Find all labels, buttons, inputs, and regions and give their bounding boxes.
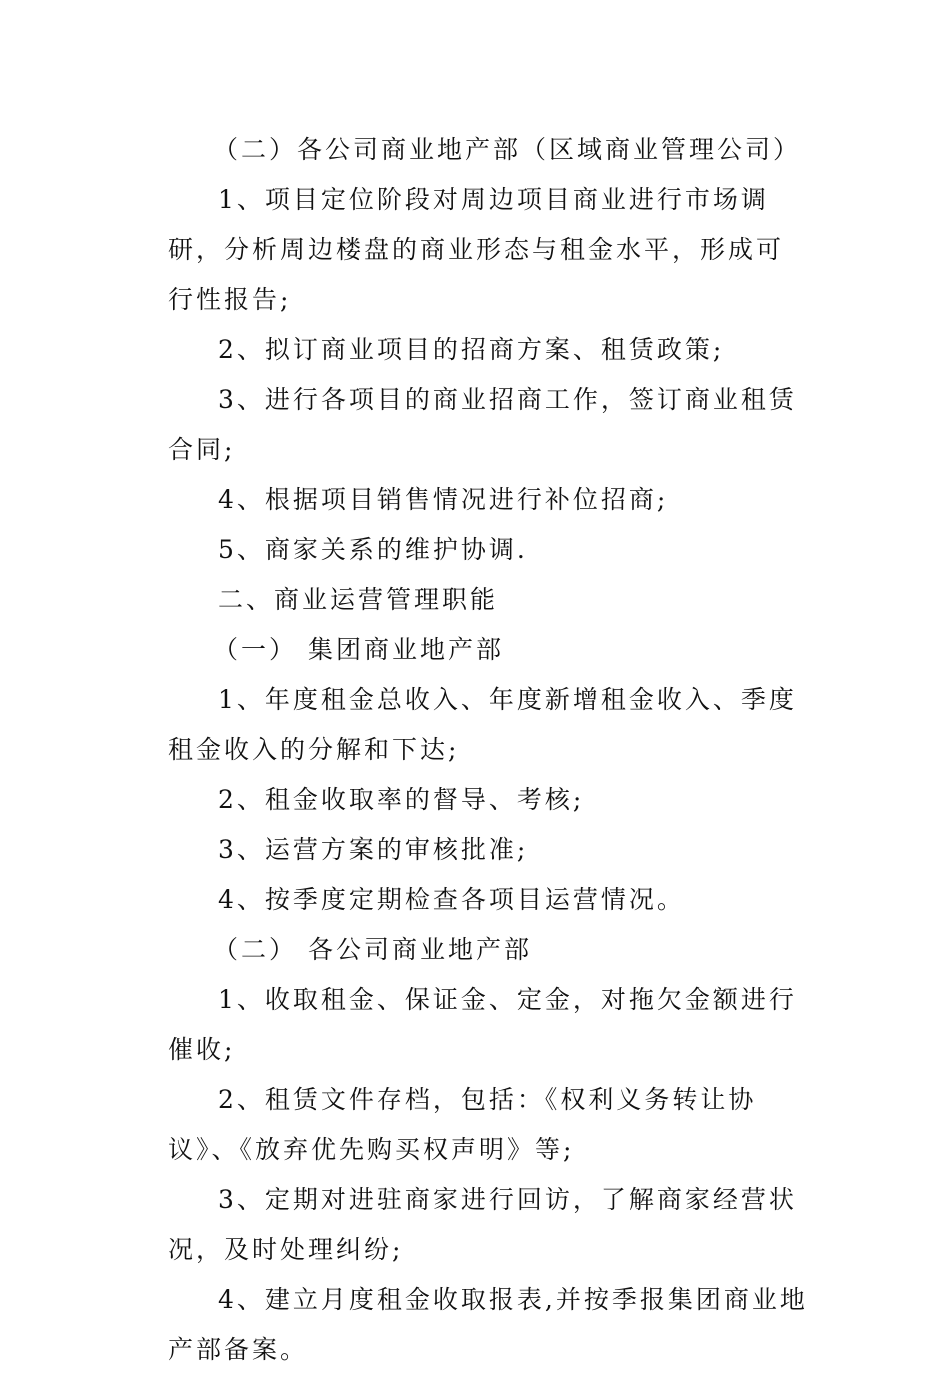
list-item: 5、商家关系的维护协调. <box>218 535 528 564</box>
subsection-heading-company-dept: （二） 各公司商业地产部 <box>213 935 532 964</box>
list-item: 4、根据项目销售情况进行补位招商; <box>218 485 669 514</box>
subsection-heading-group-dept: （一） 集团商业地产部 <box>213 635 504 664</box>
list-item: 3、运营方案的审核批准; <box>218 835 529 864</box>
list-item: 2、拟订商业项目的招商方案、租赁政策; <box>218 335 725 364</box>
list-item: 3、定期对进驻商家进行回访，了解商家经营状况，及时处理纠纷; <box>168 1185 797 1264</box>
document-body <box>168 125 808 1375</box>
list-item: 1、收取租金、保证金、定金，对拖欠金额进行催收; <box>168 985 797 1064</box>
section-heading-company-commercial-dept: （二）各公司商业地产部（区域商业管理公司） <box>213 135 802 164</box>
list-item: 2、租赁文件存档，包括：《权利义务转让协议》、《放弃优先购买权声明》等; <box>168 1085 757 1164</box>
list-item: 4、建立月度租金收取报表,并按季报集团商业地产部备案。 <box>168 1285 808 1364</box>
list-item: 2、租金收取率的督导、考核; <box>218 785 585 814</box>
list-item: 3、进行各项目的商业招商工作，签订商业租赁合同; <box>168 385 797 464</box>
section-heading-operations: 二、商业运营管理职能 <box>218 585 499 614</box>
list-item: 4、按季度定期检查各项目运营情况。 <box>218 885 685 914</box>
list-item: 1、项目定位阶段对周边项目商业进行市场调研，分析周边楼盘的商业形态与租金水平，形成可行性报告; <box>168 185 785 314</box>
list-item: 1、年度租金总收入、年度新增租金收入、季度租金收入的分解和下达; <box>168 685 797 764</box>
